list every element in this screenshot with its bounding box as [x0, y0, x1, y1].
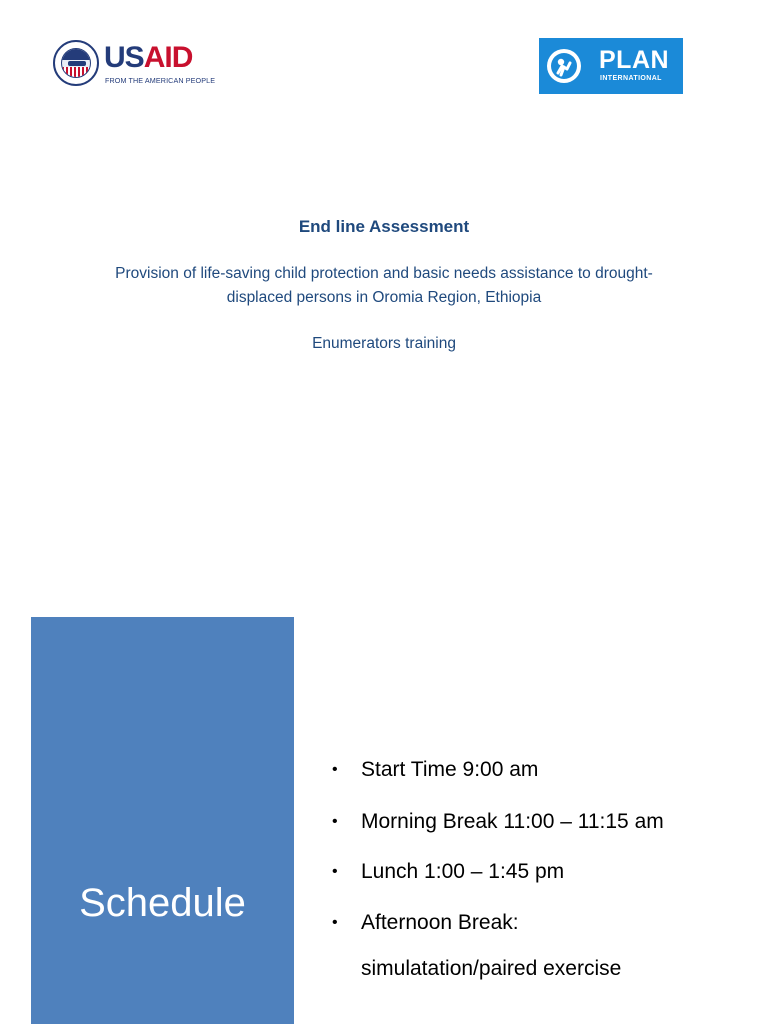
subtitle-line-2: displaced persons in Oromia Region, Ethiopia — [226, 289, 542, 306]
bullet-icon: • — [332, 914, 338, 931]
bullet-icon: • — [332, 813, 338, 830]
schedule-panel — [31, 617, 294, 1024]
plan-emblem-icon — [547, 49, 581, 83]
training-label: Enumerators training — [312, 335, 456, 352]
plan-subtitle: INTERNATIONAL — [600, 75, 662, 82]
usaid-seal-icon — [53, 40, 99, 86]
document-title: End line Assessment — [298, 217, 470, 236]
usaid-wordmark: USAID — [104, 41, 193, 74]
plan-wordmark: PLAN — [599, 46, 670, 74]
schedule-slide: Schedule • Start Time 9:00 am • Morning Break 11:00 – 11:15 am • Lunch 1:00 – 1:45 pm • Afternoon Break: simulatation/paired exercise — [0, 580, 768, 1024]
usaid-tagline: FROM THE AMERICAN PEOPLE — [105, 76, 216, 85]
bullet-icon: • — [332, 761, 338, 778]
subtitle-line-1: Provision of life-saving child protection and basic needs assistance to drought- — [115, 265, 653, 282]
plan-international-logo — [539, 38, 683, 94]
usaid-logo — [34, 34, 230, 100]
schedule-title: Schedule — [79, 881, 246, 925]
bullet-icon: • — [332, 863, 338, 880]
document-subtitle — [40, 262, 728, 310]
